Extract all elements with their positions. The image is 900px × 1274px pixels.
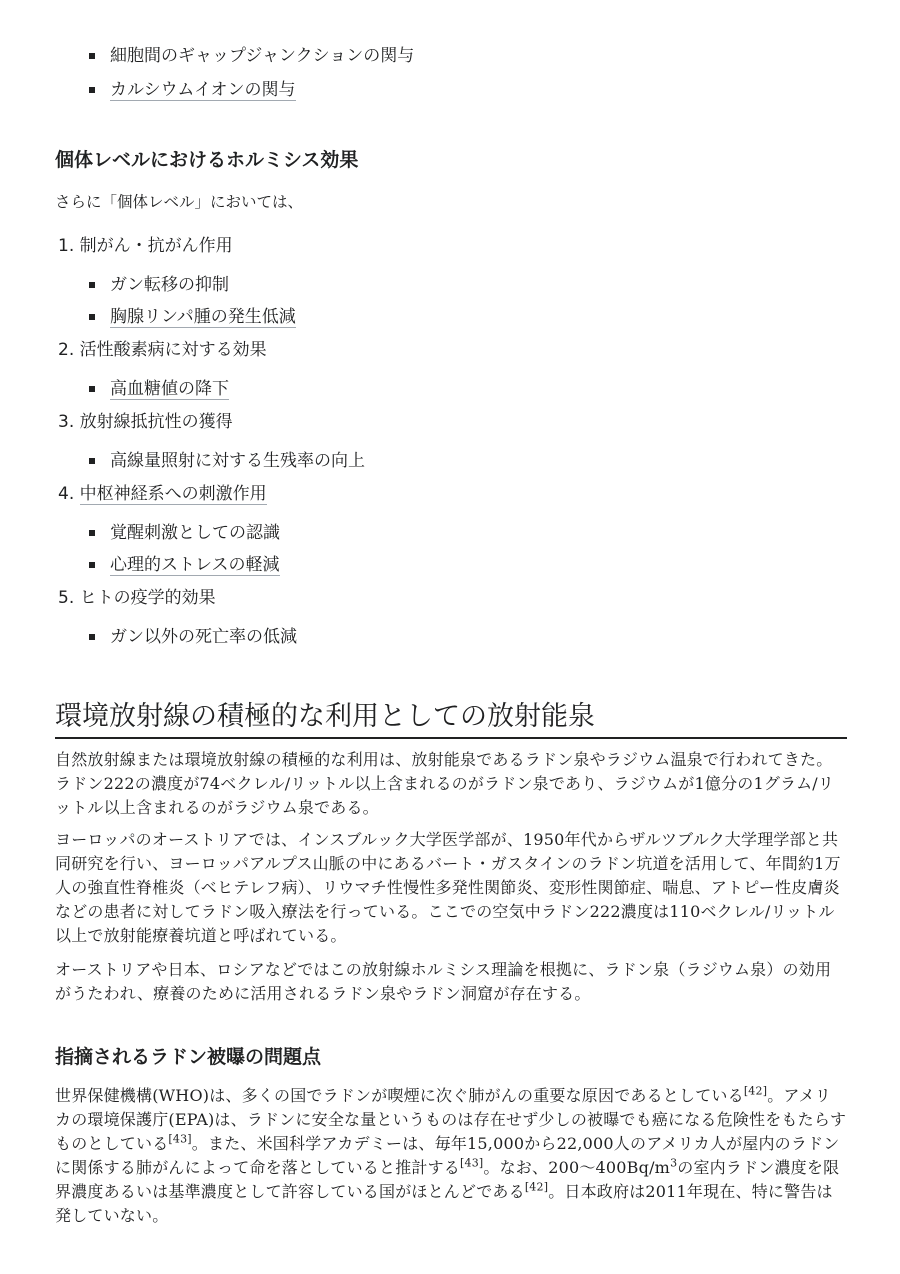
paragraph-2: ヨーロッパのオーストリアでは、インスブルック大学医学部が、1950年代からザルツブルク大学理学部と共同研究を行い、ヨーロッパアルプス山脈の中にあるバート・ガスタインのラドン坑道を活用して、年間約1万人の強直性脊椎炎（ベヒテレフ病）、リウマチ性慢性多発性関節炎、変形性関節症、喘息、アトピー性皮膚炎などの患者に対してラドン吸入療法を行っている。ここでの空気中ラドン222濃度は110ベクレル/リットル以上で放射能療養坑道と呼ばれている。 (55, 830, 841, 945)
item-label: ヒトの疫学的効果 (79, 588, 216, 608)
sub-link[interactable]: 胸腺リンパ腫の発生低減 (110, 307, 296, 327)
numbered-item-3 (0, 405, 900, 477)
item-label: 活性酸素病に対する効果 (79, 340, 267, 360)
list-item (0, 373, 900, 405)
radon-heading: 指摘されるラドン被曝の問題点 (55, 1046, 322, 1068)
item-number: 4. (58, 484, 75, 504)
citation-link[interactable]: [42] (524, 1180, 549, 1194)
list-item (0, 549, 900, 581)
item-number: 5. (58, 588, 75, 608)
list-item: 覚醒刺激としての認識 (0, 517, 900, 549)
paragraph-1: 自然放射線または環境放射線の積極的な利用は、放射能泉であるラドン泉やラジウム温泉で行われてきた。ラドン222の濃度が74ベクレル/リットル以上含まれるのがラドン泉であり、ラジウムが1億分の1グラム/リットル以上含まれるのがラジウム泉である。 (55, 750, 835, 817)
item-link[interactable]: 中枢神経系への刺激作用 (79, 484, 267, 504)
sub-link[interactable]: 心理的ストレスの軽減 (110, 555, 280, 575)
item-label: 制がん・抗がん作用 (79, 236, 233, 256)
item-number: 2. (58, 340, 75, 360)
list-item: 高線量照射に対する生残率の向上 (0, 445, 900, 477)
list-item (0, 74, 900, 106)
paragraph-4: 世界保健機構(WHO)は、多くの国でラドンが喫煙に次ぐ肺がんの重要な原因であるとしている[42]。アメリカの環境保護庁(EPA)は、ラドンに安全な量というものは存在せず少しの被曝でも癌になる危険性をもたらすものとしている[43]。また、米国科学アカデミーは、毎年15,000から22,000人のアメリカ人が屋内のラドンに関係する肺がんによって命を落としていると推計する[43]。なお、200〜$400Bq/m^3$の室内ラドン濃度を限界濃度あるいは基準濃度として許容している国がほとんどである[42]。日本政府は2011年現在、特に警告は発していない。 (55, 1084, 847, 1225)
section-heading: 環境放射線の積極的な利用としての放射能泉 (55, 694, 847, 739)
list-item: ガン転移の抑制 (0, 269, 900, 301)
numbered-item-5 (0, 581, 900, 653)
individual-heading: 個体レベルにおけるホルミシス効果 (55, 149, 359, 171)
list-item: ガン以外の死亡率の低減 (0, 621, 900, 653)
sub-link[interactable]: 高血糖値の降下 (110, 379, 229, 399)
item-number: 3. (58, 412, 75, 432)
individual-intro: さらに「個体レベル」においては、 (55, 193, 304, 211)
top-bullet-list (0, 40, 900, 106)
list-item (0, 301, 900, 333)
item-number: 1. (58, 236, 75, 256)
citation-link[interactable]: [43] (460, 1156, 484, 1170)
bullet-link[interactable]: カルシウムイオンの関与 (110, 80, 296, 100)
paragraph-3: オーストリアや日本、ロシアなどではこの放射線ホルミシス理論を根拠に、ラドン泉（ラジウム泉）の効用がうたわれ、療養のために活用されるラドン泉やラドン洞窟が存在する。 (55, 960, 832, 1003)
numbered-item-4 (0, 477, 900, 581)
numbered-item-2 (0, 333, 900, 405)
citation-link[interactable]: [42] (743, 1084, 768, 1098)
citation-link[interactable]: [43] (168, 1132, 192, 1146)
item-label: 放射線抵抗性の獲得 (79, 412, 233, 432)
list-item (0, 40, 900, 72)
numbered-list (0, 229, 900, 653)
numbered-item-1 (0, 229, 900, 333)
bullet-text: 細胞間のギャップジャンクションの関与 (110, 46, 415, 66)
